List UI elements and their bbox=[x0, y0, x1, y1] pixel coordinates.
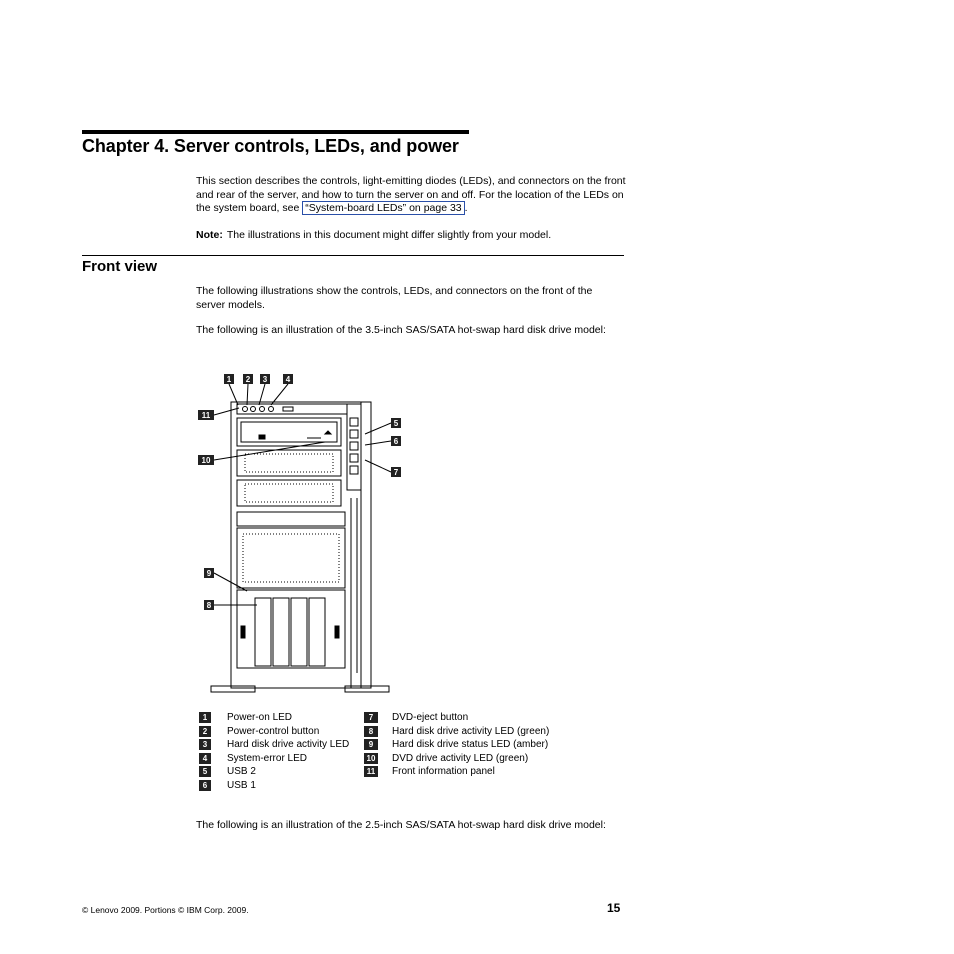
svg-text:9: 9 bbox=[206, 569, 212, 578]
legend-item-6: 6 USB 1 bbox=[199, 779, 256, 792]
chapter-rule bbox=[82, 130, 469, 134]
callout-11 bbox=[198, 408, 239, 420]
callout-4 bbox=[271, 374, 293, 405]
callout-5 bbox=[365, 418, 401, 434]
section-rule bbox=[82, 255, 624, 256]
legend-item-9: 9 Hard disk drive status LED (amber) bbox=[364, 738, 548, 751]
note-paragraph bbox=[196, 229, 626, 243]
callout-7 bbox=[365, 460, 401, 477]
callout-6 bbox=[365, 436, 401, 446]
server-front-illustration bbox=[195, 368, 399, 703]
svg-text:7: 7 bbox=[393, 468, 399, 477]
front-view-paragraph-2: The following is an illustration of the 3.5-inch SAS/SATA hot-swap hard disk drive model: bbox=[196, 324, 606, 336]
svg-text:4: 4 bbox=[285, 375, 291, 384]
chapter-title: Chapter 4. Server controls, LEDs, and power bbox=[82, 136, 459, 156]
legend-item-8: 8 Hard disk drive activity LED (green) bbox=[364, 725, 549, 738]
svg-text:10: 10 bbox=[201, 456, 211, 465]
callout-1 bbox=[224, 374, 238, 405]
legend-item-3: 3 Hard disk drive activity LED bbox=[199, 738, 349, 751]
legend-item-10: 10 DVD drive activity LED (green) bbox=[364, 752, 528, 765]
legend-item-5: 5 USB 2 bbox=[199, 765, 256, 778]
legend-item-11: 11 Front information panel bbox=[364, 765, 495, 778]
legend-item-4: 4 System-error LED bbox=[199, 752, 307, 765]
legend-item-2: 2 Power-control button bbox=[199, 725, 319, 738]
intro-paragraph bbox=[196, 175, 626, 216]
section-title-front-view: Front view bbox=[82, 258, 158, 275]
footer-copyright: © Lenovo 2009. Portions © IBM Corp. 2009. bbox=[82, 905, 249, 915]
svg-text:11: 11 bbox=[201, 411, 211, 420]
svg-text:5: 5 bbox=[393, 419, 399, 428]
server-drawing bbox=[195, 368, 399, 698]
svg-text:8: 8 bbox=[206, 601, 212, 610]
front-view-paragraph-3: The following is an illustration of the 2.5-inch SAS/SATA hot-swap hard disk drive model: bbox=[196, 819, 606, 831]
svg-text:3: 3 bbox=[262, 375, 268, 384]
note-label: Note: bbox=[196, 229, 223, 241]
svg-text:6: 6 bbox=[393, 437, 399, 446]
intro-text-end: . bbox=[464, 202, 468, 214]
legend-item-7: 7 DVD-eject button bbox=[364, 711, 468, 724]
front-view-paragraph-1: The following illustrations show the controls, LEDs, and connectors on the front of the server models. bbox=[196, 285, 593, 311]
legend-item-1: 1 Power-on LED bbox=[199, 711, 292, 724]
callout-2 bbox=[243, 374, 253, 405]
svg-text:1: 1 bbox=[226, 375, 232, 384]
note-text: The illustrations in this document might differ slightly from your model. bbox=[226, 229, 552, 241]
intro-text: This section describes the controls, light-emitting diodes (LEDs), and connectors on the front and rear of the server, and how to turn the server on and off. For the location of the LEDs on the system board, see bbox=[196, 175, 626, 214]
page-number: 15 bbox=[607, 901, 621, 915]
system-board-leds-link[interactable]: “System-board LEDs” on page 33 bbox=[302, 201, 464, 215]
callout-3 bbox=[259, 374, 270, 405]
svg-text:2: 2 bbox=[245, 375, 251, 384]
